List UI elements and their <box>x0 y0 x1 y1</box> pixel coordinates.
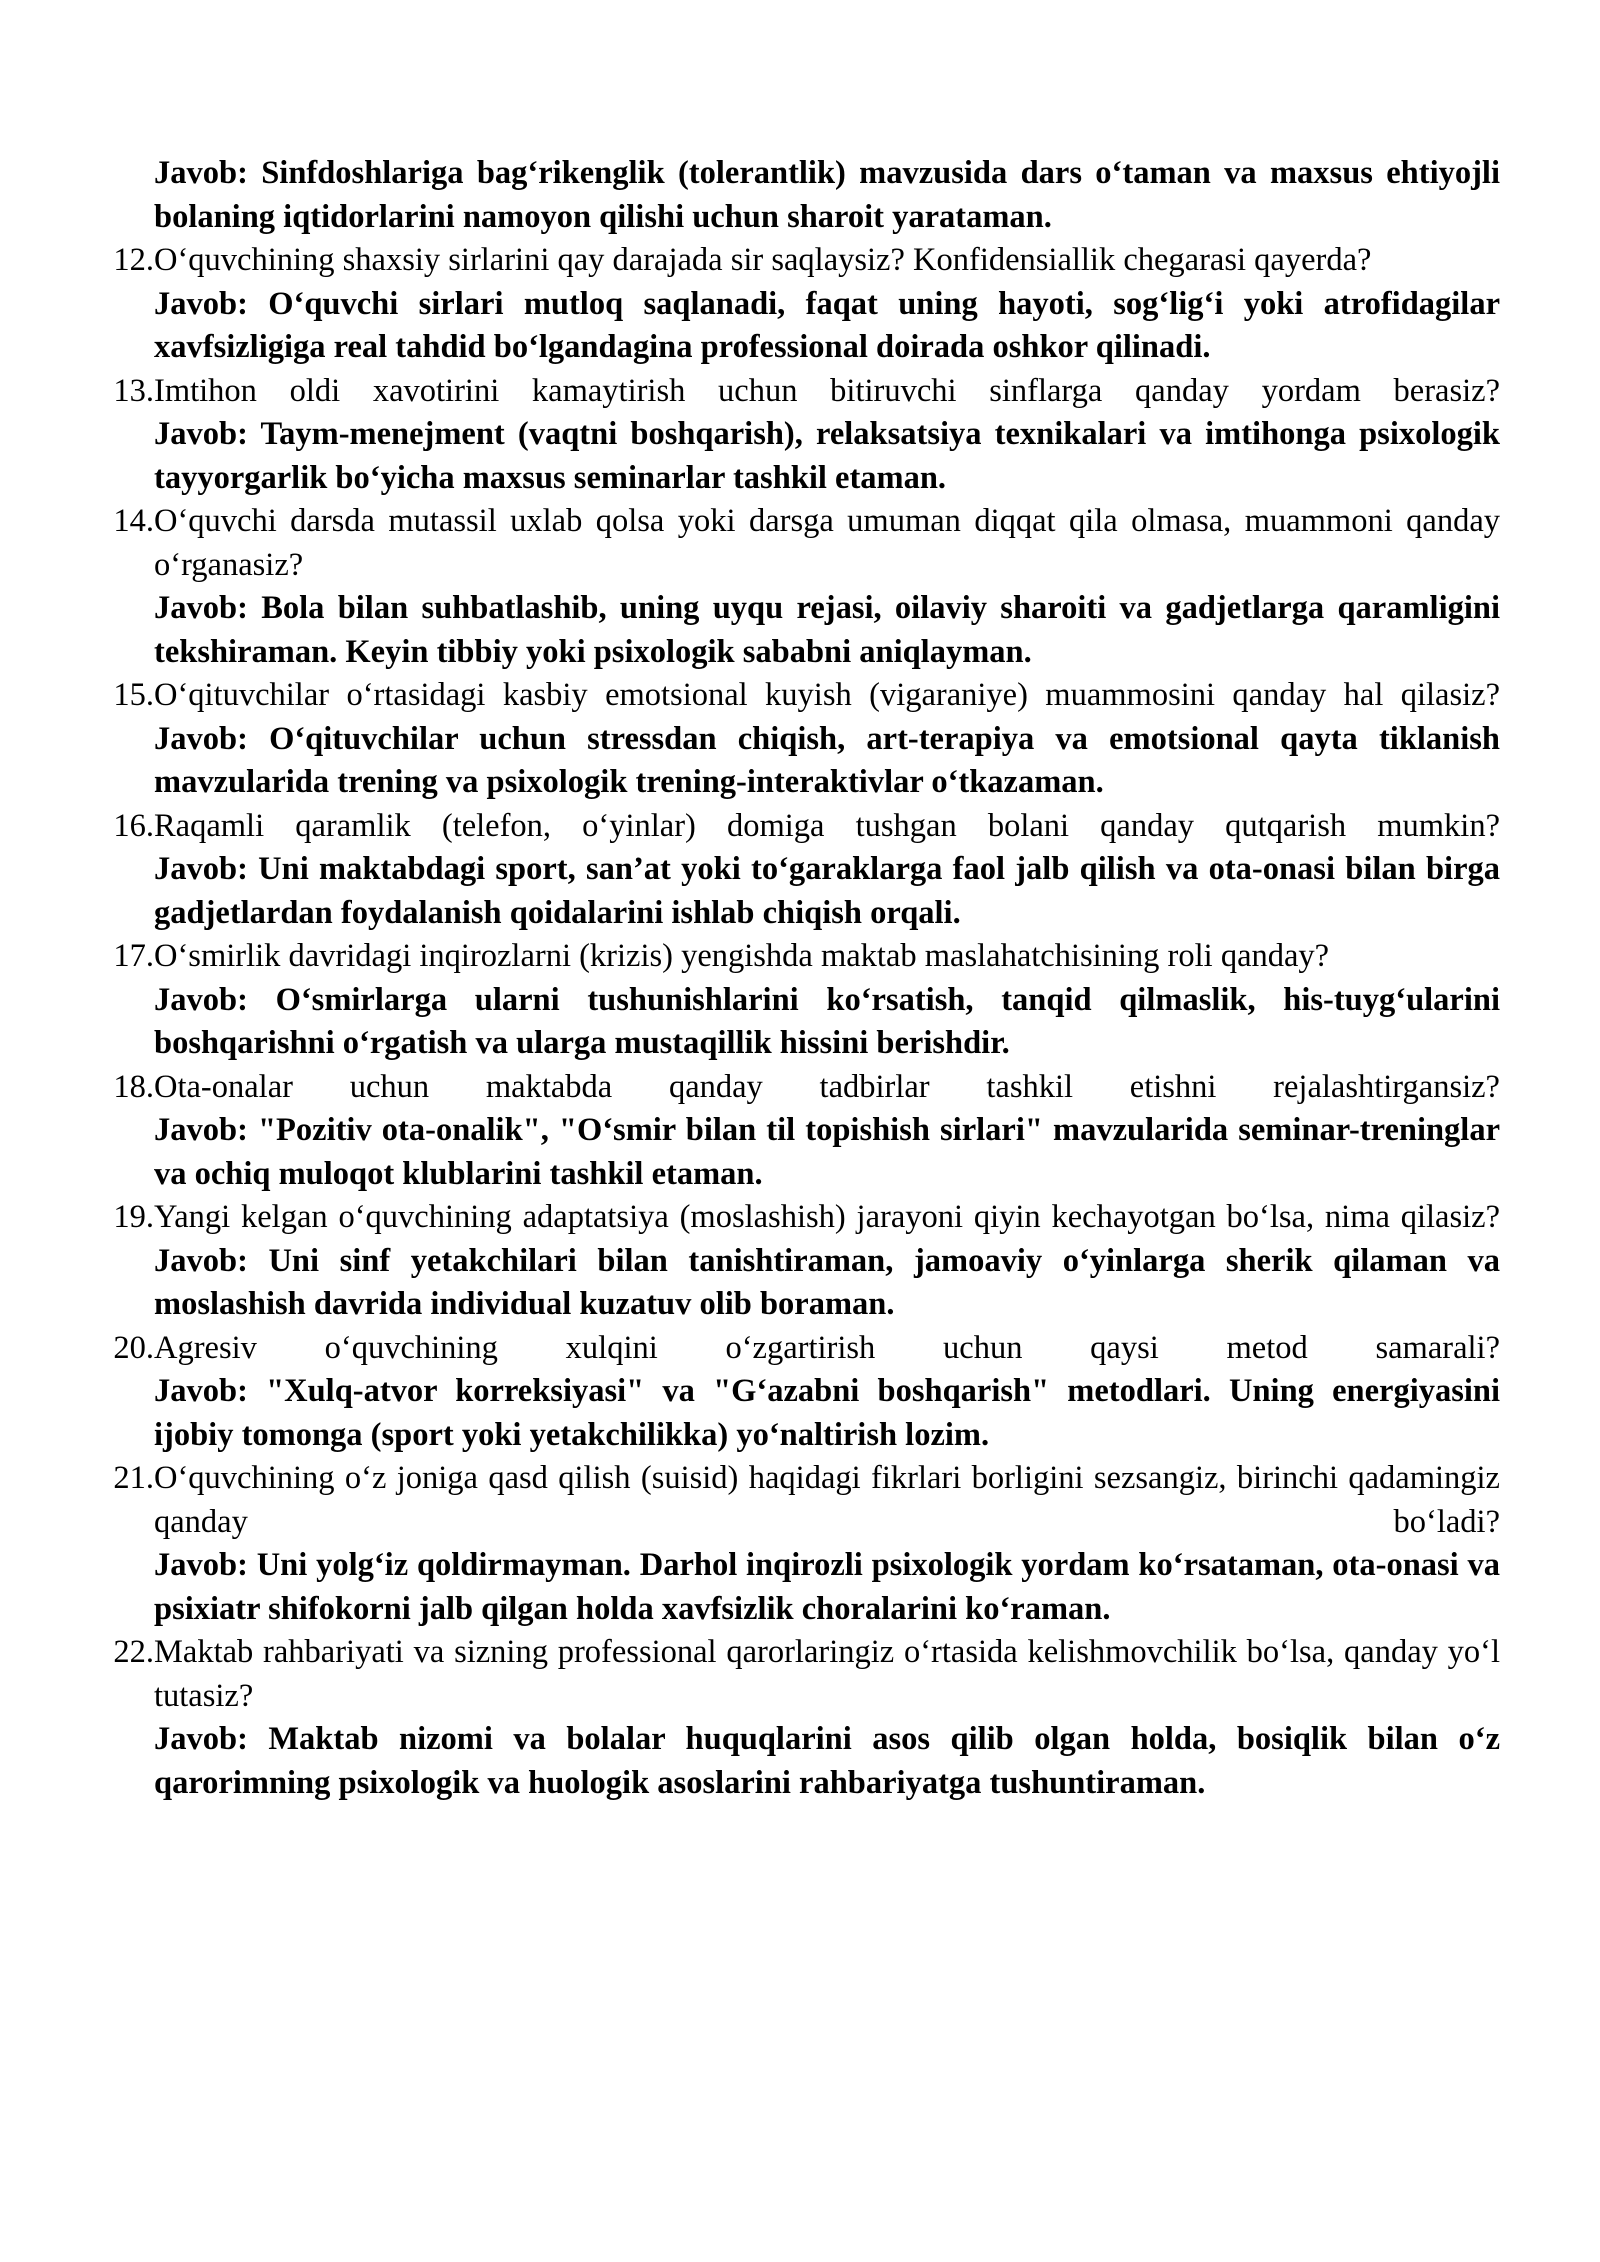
question-body <box>154 1066 1500 1197</box>
answer-text: Javob: O‘quvchi sirlari mutloq saqlanadi, faqat uning hayoti, sog‘lig‘i yoki atrofidagilar xavfsizligiga real tahdid bo‘lgandagina professional doirada oshkor qilinadi. <box>154 285 1500 365</box>
question-text: O‘qituvchilar o‘rtasidagi kasbiy emotsional kuyish (vigaraniye) muammosini qanday hal qilasiz? <box>154 677 1500 713</box>
question-body <box>154 239 1500 370</box>
question-text: O‘quvchining shaxsiy sirlarini qay darajada sir saqlaysiz? Konfidensiallik chegarasi qayerda? <box>154 242 1372 278</box>
question-text: Maktab rahbariyati va sizning professional qarorlaringiz o‘rtasida kelishmovchilik bo‘lsa, qanday yo‘l tutasiz? <box>154 1634 1500 1714</box>
question-body <box>154 1196 1500 1327</box>
question-text: O‘quvchining o‘z joniga qasd qilish (suisid) haqidagi fikrlari borligini sezsangiz, birinchi qadamingiz qanday bo‘ladi? <box>154 1460 1500 1540</box>
question-item-12 <box>102 239 1500 370</box>
answer-text: Javob: Taym-menejment (vaqtni boshqarish), relaksatsiya texnikalari va imtihonga psixologik tayyorgarlik bo‘yicha maxsus seminarlar tashkil etaman. <box>154 416 1500 496</box>
question-body <box>154 935 1500 1066</box>
question-body <box>154 1631 1500 1805</box>
question-text: Yangi kelgan o‘quvchining adaptatsiya (moslashish) jarayoni qiyin kechayotgan bo‘lsa, nima qilasiz? <box>154 1199 1500 1235</box>
question-number: 21. <box>113 1460 154 1496</box>
question-body <box>154 500 1500 674</box>
question-number: 18. <box>113 1068 154 1105</box>
question-number: 17. <box>113 938 154 974</box>
answer-text: Javob: Uni yolg‘iz qoldirmayman. Darhol inqirozli psixologik yordam ko‘rsataman, ota-onasi va psixiatr shifokorni jalb qilgan holda xavfsizlik choralarini ko‘raman. <box>154 1547 1500 1627</box>
answer-text: Javob: Uni maktabdagi sport, san’at yoki to‘garaklarga faol jalb qilish va ota-onasi bilan birga gadjetlardan foydalanish qoidalarini ishlab chiqish orqali. <box>154 851 1500 931</box>
question-item-19 <box>102 1196 1500 1327</box>
question-text: Agresiv o‘quvchining xulqini o‘zgartirish uchun qaysi metod samarali? <box>154 1329 1500 1366</box>
question-text: O‘smirlik davridagi inqirozlarni (krizis) yengishda maktab maslahatchisining roli qanday? <box>154 938 1330 974</box>
question-item-14 <box>102 500 1500 674</box>
question-number: 15. <box>113 677 154 713</box>
question-number: 14. <box>113 503 154 539</box>
question-item-13 <box>102 370 1500 501</box>
question-body <box>154 370 1500 501</box>
question-item-15 <box>102 674 1500 805</box>
question-item-21 <box>102 1457 1500 1631</box>
answer-text: Javob: O‘smirlarga ularni tushunishlarini ko‘rsatish, tanqid qilmaslik, his-tuyg‘ularini boshqarishni o‘rgatish va ularga mustaqillik hissini berishdir. <box>154 981 1500 1061</box>
lead-answer: Javob: Sinfdoshlariga bag‘rikenglik (tolerantlik) mavzusida dars o‘taman va maxsus ehtiyojli bolaning iqtidorlarini namoyon qilishi uchun sharoit yarataman. <box>154 155 1500 235</box>
answer-text: Javob: Uni sinf yetakchilari bilan tanishtiraman, jamoaviy o‘yinlarga sherik qilaman va moslashish davrida individual kuzatuv olib boraman. <box>154 1242 1500 1322</box>
document-text <box>102 152 1500 1805</box>
answer-text: Javob: O‘qituvchilar uchun stressdan chiqish, art-terapiya va emotsional qayta tiklanish mavzularida trening va psixologik trening-interaktivlar o‘tkazaman. <box>154 720 1500 800</box>
question-number: 16. <box>113 807 154 844</box>
question-item-20 <box>102 1327 1500 1458</box>
question-text: Ota-onalar uchun maktabda qanday tadbirlar tashkil etishni rejalashtirgansiz? <box>154 1068 1500 1105</box>
question-item-18 <box>102 1066 1500 1197</box>
question-text: O‘quvchi darsda mutassil uxlab qolsa yoki darsga umuman diqqat qila olmasa, muammoni qanday o‘rganasiz? <box>154 503 1500 583</box>
question-body <box>154 805 1500 936</box>
answer-text: Javob: Bola bilan suhbatlashib, uning uyqu rejasi, oilaviy sharoiti va gadjetlarga qaramligini tekshiraman. Keyin tibbiy yoki psixologik sababni aniqlayman. <box>154 590 1500 670</box>
question-body <box>154 1327 1500 1458</box>
answer-text: Javob: Maktab nizomi va bolalar huquqlarini asos qilib olgan holda, bosiqlik bilan o‘z qarorimning psixologik va huologik asoslarini rahbariyatga tushuntiraman. <box>154 1721 1500 1801</box>
answer-text: Javob: "Xulq-atvor korreksiyasi" va "G‘azabni boshqarish" metodlari. Uning energiyasini ijobiy tomonga (sport yoki yetakchilikka) yo‘naltirish lozim. <box>154 1373 1500 1453</box>
question-body <box>154 1457 1500 1631</box>
question-item-16 <box>102 805 1500 936</box>
question-body <box>154 674 1500 805</box>
question-text: Raqamli qaramlik (telefon, o‘yinlar) domiga tushgan bolani qanday qutqarish mumkin? <box>154 807 1500 844</box>
question-number: 22. <box>113 1634 154 1670</box>
question-number: 19. <box>113 1199 154 1235</box>
answer-text: Javob: "Pozitiv ota-onalik", "O‘smir bilan til topishish sirlari" mavzularida seminar-treninglar va ochiq muloqot klublarini tashkil etaman. <box>154 1112 1500 1192</box>
question-item-22 <box>102 1631 1500 1805</box>
question-number: 13. <box>113 372 154 409</box>
question-item-17 <box>102 935 1500 1066</box>
question-number: 12. <box>113 242 154 278</box>
question-text: Imtihon oldi xavotirini kamaytirish uchun bitiruvchi sinflarga qanday yordam berasiz? <box>154 372 1500 409</box>
question-number: 20. <box>113 1329 154 1366</box>
